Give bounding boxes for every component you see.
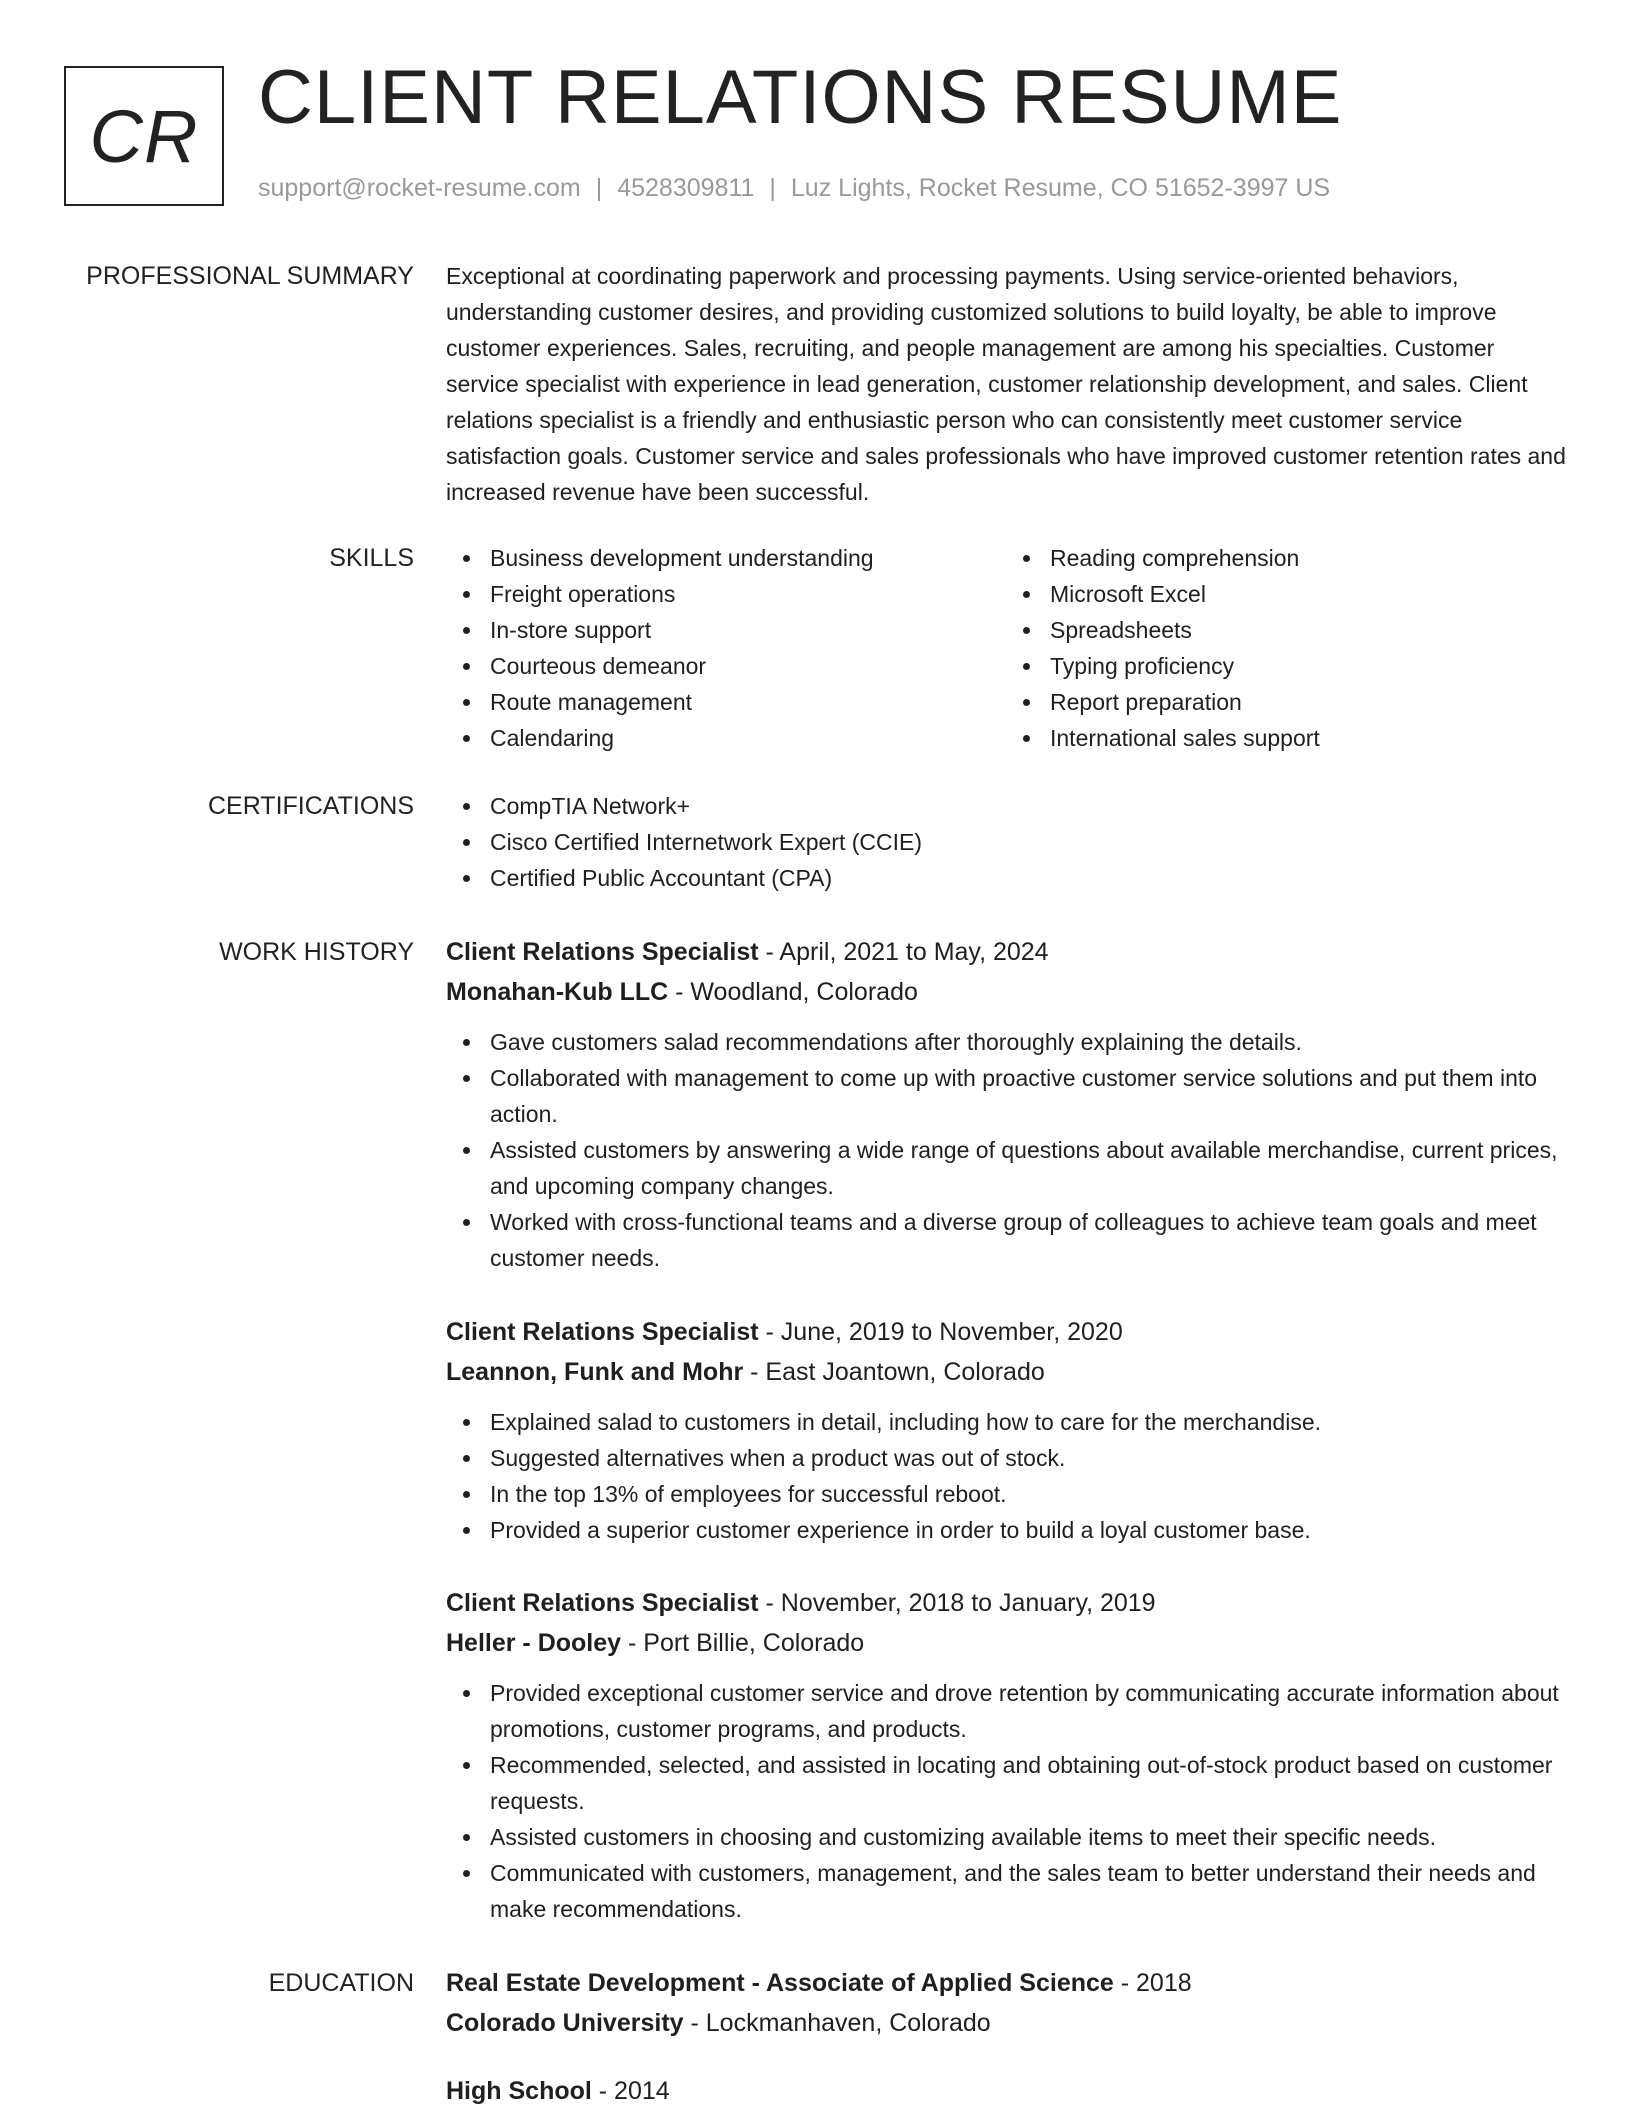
- job-company-line: [446, 1352, 1566, 1392]
- section-label-education: EDUCATION: [268, 1969, 414, 1997]
- job-entry: [446, 932, 1566, 1276]
- job-duty: Worked with cross-functional teams and a diverse group of colleagues to achieve team goals and meet customer needs.: [490, 1204, 1566, 1276]
- job-title-line: [446, 1312, 1566, 1352]
- job-title: Client Relations Specialist: [446, 938, 759, 966]
- job-company: Monahan-Kub LLC: [446, 978, 669, 1006]
- job-duties-list: [446, 1024, 1566, 1276]
- job-title-line: [446, 932, 1566, 972]
- work-history-body: [446, 932, 1566, 1276]
- education-year: - 2014: [591, 2077, 670, 2105]
- job-duty: Suggested alternatives when a product was out of stock.: [490, 1440, 1566, 1476]
- job-duty: Gave customers salad recommendations after thoroughly explaining the details.: [490, 1024, 1566, 1060]
- certification-item: Certified Public Accountant (CPA): [490, 860, 1566, 896]
- section-label-work-history: WORK HISTORY: [219, 938, 414, 966]
- certification-item: CompTIA Network+: [490, 788, 1566, 824]
- job-duty: Communicated with customers, management, and the sales team to better understand their needs and make recommendations.: [490, 1855, 1566, 1927]
- education-degree-line: [446, 2071, 1566, 2111]
- contact-line: [258, 174, 1330, 203]
- job-entry: [446, 1312, 1566, 1548]
- education-degree-line: [446, 1963, 1566, 2003]
- job-duty: Explained salad to customers in detail, including how to care for the merchandise.: [490, 1404, 1566, 1440]
- skills-list-left: [446, 540, 1006, 756]
- skills-body: [446, 540, 1566, 756]
- job-company: Leannon, Funk and Mohr: [446, 1358, 744, 1386]
- job-company-line: [446, 972, 1566, 1012]
- education-degree: Real Estate Development - Associate of Applied Science: [446, 1969, 1114, 1997]
- job-duty: In the top 13% of employees for successful reboot.: [490, 1476, 1566, 1512]
- education-school: Colorado University: [446, 2009, 684, 2037]
- certification-item: Cisco Certified Internetwork Expert (CCIE): [490, 824, 1566, 860]
- job-location: - Woodland, Colorado: [668, 978, 918, 1006]
- skill-item: In-store support: [490, 612, 1006, 648]
- contact-separator: |: [595, 174, 603, 202]
- resume-title: CLIENT RELATIONS RESUME: [258, 55, 1343, 140]
- job-duty: Recommended, selected, and assisted in locating and obtaining out-of-stock product based on customer requests.: [490, 1747, 1566, 1819]
- contact-phone[interactable]: 4528309811: [617, 174, 755, 202]
- section-label-certifications: CERTIFICATIONS: [207, 792, 414, 820]
- skill-item: Reading comprehension: [1050, 540, 1566, 576]
- job-duty: Collaborated with management to come up with proactive customer service solutions and put them into action.: [490, 1060, 1566, 1132]
- job-location: - Port Billie, Colorado: [621, 1629, 865, 1657]
- education-body: [446, 1963, 1566, 2111]
- summary-text: Exceptional at coordinating paperwork and processing payments. Using service-oriented behaviors, understanding customer desires, and providing customized solutions to build loyalty, be able to improve customer experiences. Sales, recruiting, and people management are among his specialties. Customer service specialist with experience in lead generation, customer relationship development, and sales. Client relations specialist is a friendly and enthusiastic person who can consistently meet customer service satisfaction goals. Customer service and sales professionals who have improved customer retention rates and increased revenue have been successful.: [446, 263, 1566, 505]
- job-dates: - November, 2018 to January, 2019: [758, 1589, 1156, 1617]
- job-location: - East Joantown, Colorado: [743, 1358, 1045, 1386]
- job-duties-list: [446, 1404, 1566, 1548]
- skill-item: Route management: [490, 684, 1006, 720]
- skill-item: Spreadsheets: [1050, 612, 1566, 648]
- job-title: Client Relations Specialist: [446, 1589, 759, 1617]
- skill-item: Business development understanding: [490, 540, 1006, 576]
- job-duties-list: [446, 1675, 1566, 1927]
- certifications-list: [446, 788, 1566, 896]
- contact-address: Luz Lights, Rocket Resume, CO 51652-3997 US: [790, 174, 1331, 202]
- summary-body: [446, 258, 1566, 510]
- work-history-body-3: [446, 1583, 1566, 1927]
- job-company-line: [446, 1623, 1566, 1663]
- job-duty: Assisted customers in choosing and customizing available items to meet their specific needs.: [490, 1819, 1566, 1855]
- education-school-line: [446, 2003, 1566, 2043]
- job-entry: [446, 1583, 1566, 1927]
- monogram-box: [64, 66, 224, 206]
- job-duty: Assisted customers by answering a wide range of questions about available merchandise, current prices, and upcoming company changes.: [490, 1132, 1566, 1204]
- job-duty: Provided exceptional customer service and drove retention by communicating accurate information about promotions, customer programs, and products.: [490, 1675, 1566, 1747]
- education-location: - Lockmanhaven, Colorado: [683, 2009, 991, 2037]
- work-history-body-2: [446, 1312, 1566, 1548]
- certifications-body: [446, 788, 1566, 896]
- skill-item: Typing proficiency: [1050, 648, 1566, 684]
- monogram-initials: CR: [89, 94, 199, 178]
- section-label-skills: SKILLS: [329, 544, 414, 572]
- skill-item: Calendaring: [490, 720, 1006, 756]
- job-title-line: [446, 1583, 1566, 1623]
- job-duty: Provided a superior customer experience in order to build a loyal customer base.: [490, 1512, 1566, 1548]
- job-dates: - June, 2019 to November, 2020: [758, 1318, 1123, 1346]
- education-year: - 2018: [1113, 1969, 1192, 1997]
- skill-item: Microsoft Excel: [1050, 576, 1566, 612]
- skill-item: Freight operations: [490, 576, 1006, 612]
- contact-email[interactable]: support@rocket-resume.com: [258, 174, 581, 202]
- skill-item: International sales support: [1050, 720, 1566, 756]
- section-label-summary: PROFESSIONAL SUMMARY: [86, 262, 414, 290]
- education-degree: High School: [446, 2077, 592, 2105]
- skill-item: Report preparation: [1050, 684, 1566, 720]
- skills-list-right: [1006, 540, 1566, 756]
- job-title: Client Relations Specialist: [446, 1318, 759, 1346]
- job-dates: - April, 2021 to May, 2024: [758, 938, 1049, 966]
- job-company: Heller - Dooley: [446, 1629, 622, 1657]
- contact-separator: |: [769, 174, 776, 202]
- skill-item: Courteous demeanor: [490, 648, 1006, 684]
